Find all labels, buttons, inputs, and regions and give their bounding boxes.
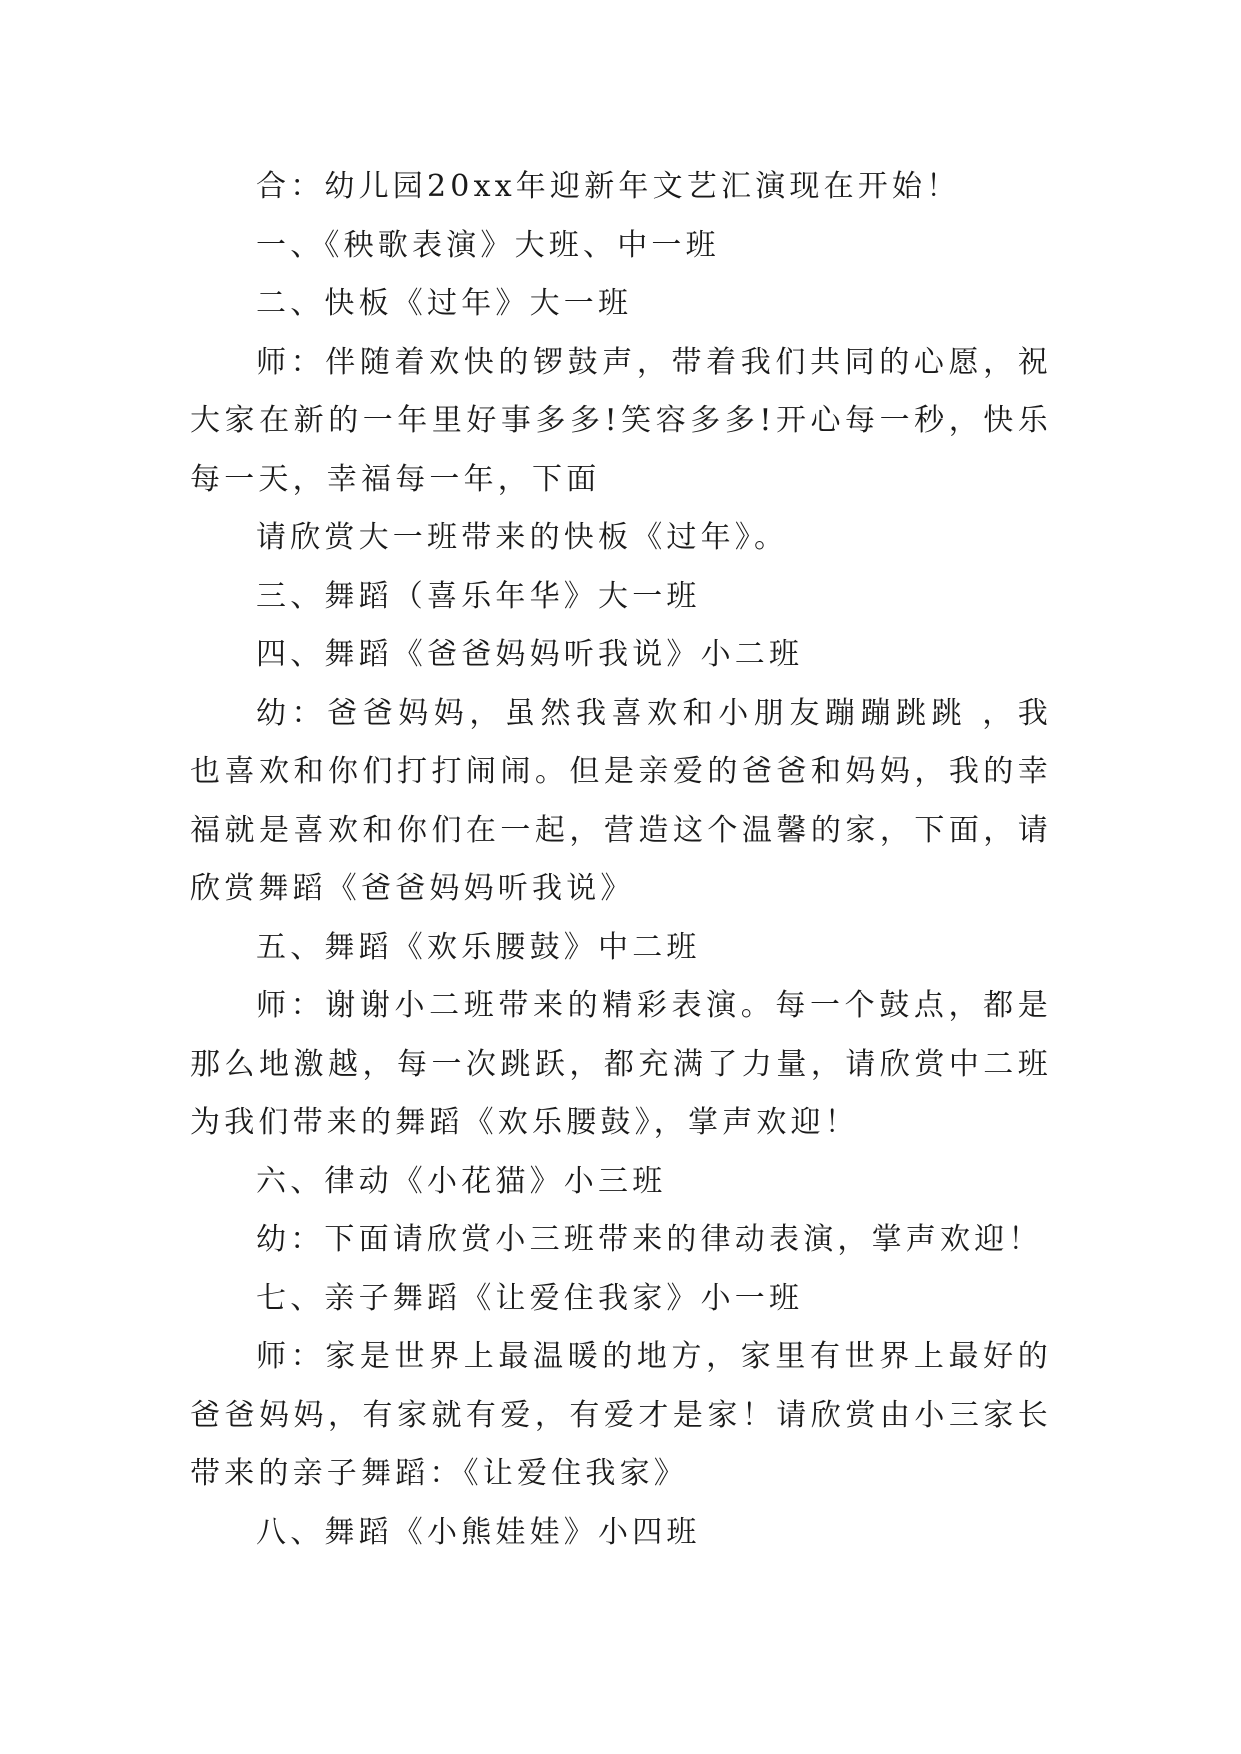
program-item-8: 八、舞蹈《小熊娃娃》小四班: [256, 1514, 701, 1550]
host-line-continuation: 请欣赏大一班带来的快板《过年》。: [256, 520, 789, 555]
paragraph-opening: 合：幼儿园20xx年迎新年文艺汇演现在开始！: [256, 169, 961, 204]
program-item-2: 二、快板《过年》大一班: [256, 286, 633, 321]
program-item-5: 五、舞蹈《欢乐腰鼓》中二班: [256, 929, 701, 965]
program-item-1: 一、《秧歌表演》大班、中一班: [256, 227, 720, 263]
program-item-3: 三、舞蹈（喜乐年华》大一班: [256, 578, 701, 614]
document-page: [190, 158, 1052, 1562]
host-line-teacher: 师：家是世界上最温暖的地方，家里有世界上最好的爸爸妈妈，有家就有爱，有爱才是家！请欣赏由小三家长带来的亲子舞蹈：《让爱住我家》: [190, 1339, 1052, 1491]
host-line-child: 幼：下面请欣赏小三班带来的律动表演，掌声欢迎！: [256, 1222, 1043, 1257]
program-item-7: 七、亲子舞蹈《让爱住我家》小一班: [256, 1280, 804, 1316]
program-item-4: 四、舞蹈《爸爸妈妈听我说》小二班: [256, 637, 804, 672]
host-line-child: 幼：爸爸妈妈，虽然我喜欢和小朋友蹦蹦跳跳 ，我也喜欢和你们打打闹闹。但是亲爱的爸爸和妈妈，我的幸福就是喜欢和你们在一起，营造这个温馨的家，下面，请欣赏舞蹈《爸爸妈妈听我说》: [190, 695, 1052, 906]
host-line-teacher: 师：伴随着欢快的锣鼓声，带着我们共同的心愿，祝大家在新的一年里好事多多!笑容多多!开心每一秒，快乐每一天，幸福每一年，下面: [190, 344, 1052, 497]
host-line-teacher: 师：谢谢小二班带来的精彩表演。每一个鼓点，都是那么地激越，每一次跳跃，都充满了力量，请欣赏中二班为我们带来的舞蹈《欢乐腰鼓》，掌声欢迎！: [190, 988, 1052, 1140]
program-item-6: 六、律动《小花猫》小三班: [256, 1163, 667, 1199]
